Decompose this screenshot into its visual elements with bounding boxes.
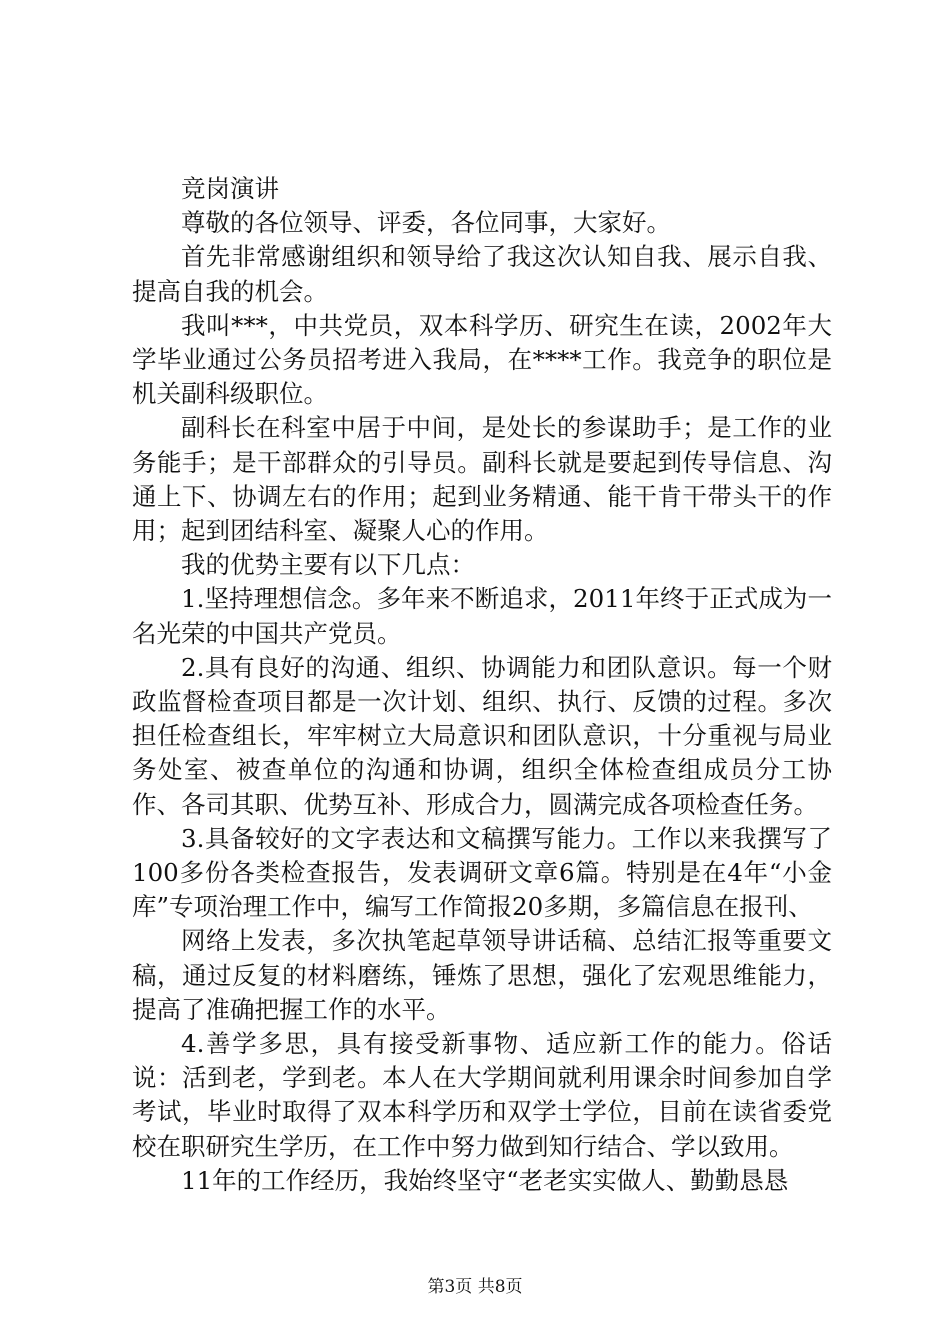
paragraph: 2.具有良好的沟通、组织、协调能力和团队意识。每一个财政监督检查项目都是一次计划、组织、执行、反馈的过程。多次担任检查组长，牢牢树立大局意识和团队意识，十分重视与局业务处室、被查单位的沟通和协调，组织全体检查组成员分工协作、各司其职、优势互补、形成合力，圆满完成各项检查任务。 <box>132 652 832 819</box>
paragraph: 3.具备较好的文字表达和文稿撰写能力。工作以来我撰写了100多份各类检查报告，发表调研文章6篇。特别是在4年“小金库”专项治理工作中，编写工作简报20多期，多篇信息在报刊、 <box>132 823 832 922</box>
paragraph: 1.坚持理想信念。多年来不断追求，2011年终于正式成为一名光荣的中国共产党员。 <box>132 584 832 648</box>
paragraph: 副科长在科室中居于中间，是处长的参谋助手；是工作的业务能手；是干部群众的引导员。副科长就是要起到传导信息、沟通上下、协调左右的作用；起到业务精通、能干肯干带头干的作用；起到团结科室、凝聚人心的作用。 <box>132 413 832 546</box>
paragraph: 我叫***，中共党员，双本科学历、研究生在读，2002年大学毕业通过公务员招考进入我局，在****工作。我竞争的职位是机关副科级职位。 <box>132 310 832 409</box>
paragraph: 首先非常感谢组织和领导给了我这次认知自我、展示自我、提高自我的机会。 <box>132 242 832 306</box>
paragraph: 我的优势主要有以下几点： <box>181 550 475 580</box>
paragraph: 4.善学多思，具有接受新事物、适应新工作的能力。俗话说：活到老，学到老。本人在大学期间就利用课余时间参加自学考试，毕业时取得了双本科学历和双学士学位，目前在读省委党校在职研究生学历，在工作中努力做到知行结合、学以致用。 <box>132 1029 832 1161</box>
page-number-footer: 第3页 共8页 <box>427 1277 523 1297</box>
paragraph-greeting: 尊敬的各位领导、评委，各位同事，大家好。 <box>181 208 671 238</box>
paragraph-heading: 竞岗演讲 <box>181 174 279 203</box>
paragraph: 11年的工作经历，我始终坚守“老老实实做人、勤勤恳恳 <box>181 1165 789 1195</box>
paragraph: 网络上发表，多次执笔起草领导讲话稿、总结汇报等重要文稿，通过反复的材料磨练，锤炼了思想，强化了宏观思维能力，提高了准确把握工作的水平。 <box>132 926 832 1024</box>
document-body <box>132 172 832 1198</box>
